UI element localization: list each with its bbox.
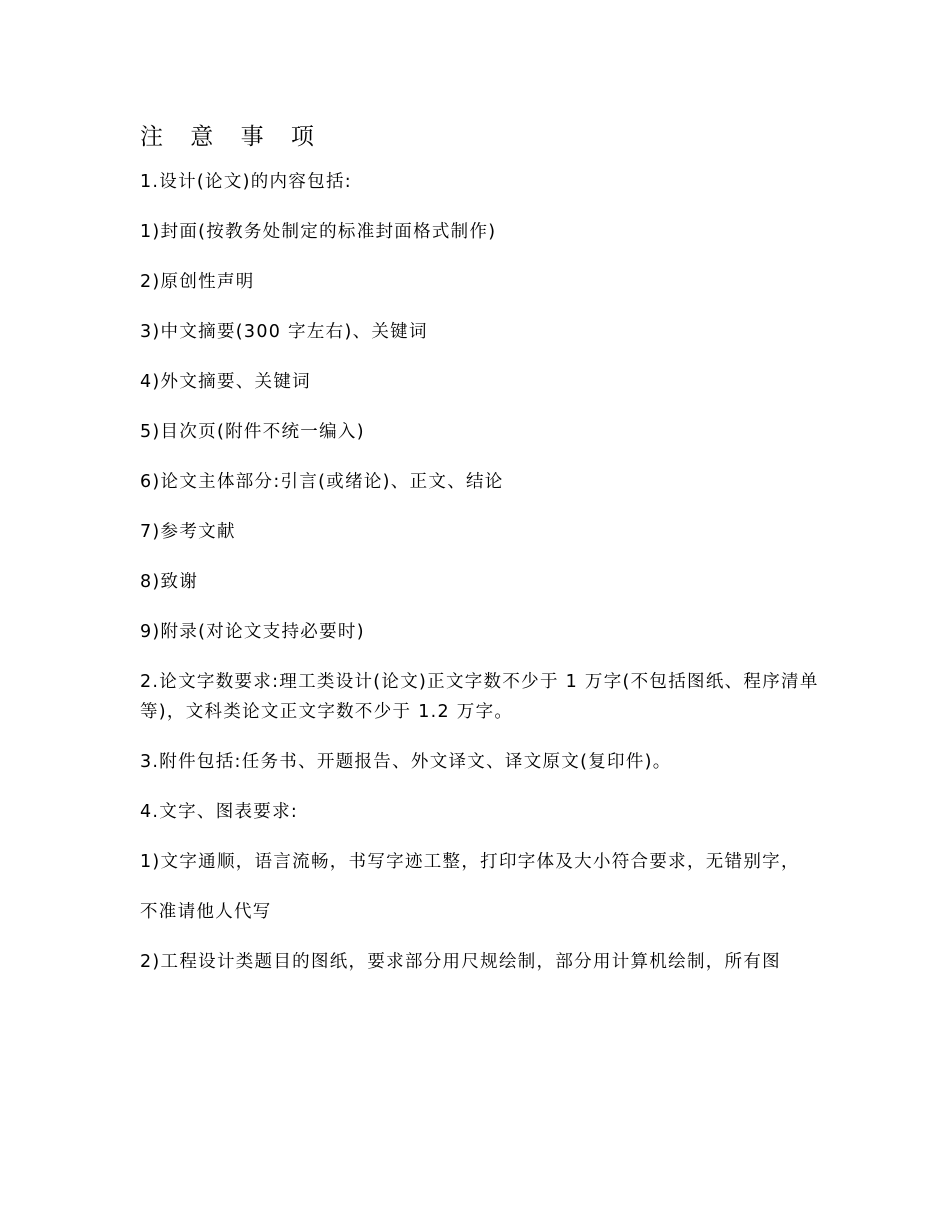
list-item-text-fluency: 1)文字通顺，语言流畅，书写字迹工整，打印字体及大小符合要求，无错别字， (140, 852, 800, 872)
list-item-references: 7)参考文献 (140, 522, 236, 542)
paragraph-word-count-requirement: 2.论文字数要求:理工类设计(论文)正文字数不少于 1 万字(不包括图纸、程序清单等)，文科类论文正文字数不少于 1.2 万字。 (140, 672, 819, 722)
list-item-acknowledgements: 8)致谢 (140, 572, 199, 592)
document-body (140, 118, 820, 997)
list-item-appendix: 9)附录(对论文支持必要时) (140, 622, 365, 642)
paragraph-text-figure-requirements: 4.文字、图表要求: (140, 802, 299, 822)
list-item-table-of-contents: 5)目次页(附件不统一编入) (140, 422, 365, 442)
list-item-engineering-drawings: 2)工程设计类题目的图纸，要求部分用尺规绘制，部分用计算机绘制，所有图 (140, 952, 781, 972)
paragraph-attachments: 3.附件包括:任务书、开题报告、外文译文、译文原文(复印件)。 (140, 752, 672, 772)
paragraph-no-ghostwriting: 不准请他人代写 (140, 902, 272, 922)
paragraph-thesis-contents: 1.设计(论文)的内容包括: (140, 172, 352, 192)
list-item-cover: 1)封面(按教务处制定的标准封面格式制作) (140, 222, 497, 242)
list-item-foreign-abstract: 4)外文摘要、关键词 (140, 372, 311, 392)
document-title: 注 意 事 项 (140, 124, 324, 150)
list-item-originality-statement: 2)原创性声明 (140, 272, 255, 292)
list-item-chinese-abstract: 3)中文摘要(300 字左右)、关键词 (140, 322, 428, 342)
list-item-main-body: 6)论文主体部分:引言(或绪论)、正文、结论 (140, 472, 504, 492)
